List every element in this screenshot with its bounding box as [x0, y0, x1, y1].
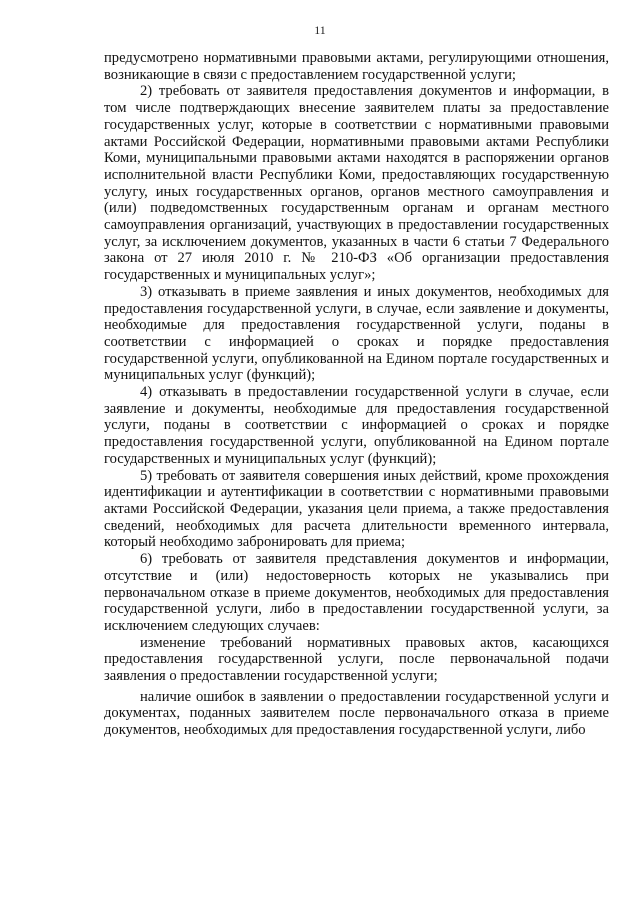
document-body [104, 50, 609, 739]
paragraph-exception-1: изменение требований нормативных правовых актов, касающихся предоставления государственной услуги, после первоначальной подачи заявления о предоставлении государственной услуги; [104, 634, 609, 685]
paragraph-item-5: 5) требовать от заявителя совершения иных действий, кроме прохождения идентификации и аутентификации в соответствии с нормативными правовыми актами Российской Федерации, указания цели приема, а также предоставления сведений, необходимых для расчета длительности временного интервала, который необходимо забронировать для приема; [104, 467, 609, 551]
page-number: 11 [314, 23, 326, 37]
paragraph-item-3: 3) отказывать в приеме заявления и иных документов, необходимых для предоставления государственной услуги, в случае, если заявление и документы, необходимые для предоставления государственной услуги, поданы в соответствии с информацией о сроках и порядке предоставления государственной услуги, опубликованной на Едином портале государственных и муниципальных услуг (функций); [104, 283, 609, 384]
paragraph-exception-2: наличие ошибок в заявлении о предоставлении государственной услуги и документах, поданных заявителем после первоначального отказа в приеме документов, необходимых для предоставления государственной услуги, либо [104, 688, 609, 739]
paragraph-continuation: предусмотрено нормативными правовыми актами, регулирующими отношения, возникающие в связи с предоставлением государственной услуги; [104, 50, 609, 83]
paragraph-item-6: 6) требовать от заявителя представления документов и информации, отсутствие и (или) недостоверность которых не указывались при первоначальном отказе в приеме документов, необходимых для предоставления государственной услуги, либо в предоставлении государственной услуги, за исключением следующих случаев: [104, 551, 609, 634]
paragraph-item-4: 4) отказывать в предоставлении государственной услуги в случае, если заявление и документы, необходимые для предоставления государственной услуги, поданы в соответствии с информацией о сроках и порядке предоставления государственной услуги, опубликованной на Едином портале государственных и муниципальных услуг (функций); [104, 384, 609, 467]
paragraph-item-2: 2) требовать от заявителя предоставления документов и информации, в том числе подтверждающих внесение заявителем платы за предоставление государственных услуг, которые в соответствии с нормативными правовыми актами Российской Федерации, нормативными правовыми актами Республики Коми, муниципальными правовыми актами находятся в распоряжении органов исполнительной власти Республики Коми, предоставляющих государственную услугу, иных государственных органов, органов местного самоуправления и (или) подведомственных государственным органам и органам местного самоуправления организаций, участвующих в предоставлении государственных услуг, за исключением документов, указанных в части 6 статьи 7 Федерального закона от 27 июля 2010 г. № 210-ФЗ «Об организации предоставления государственных и муниципальных услуг»; [104, 83, 609, 284]
